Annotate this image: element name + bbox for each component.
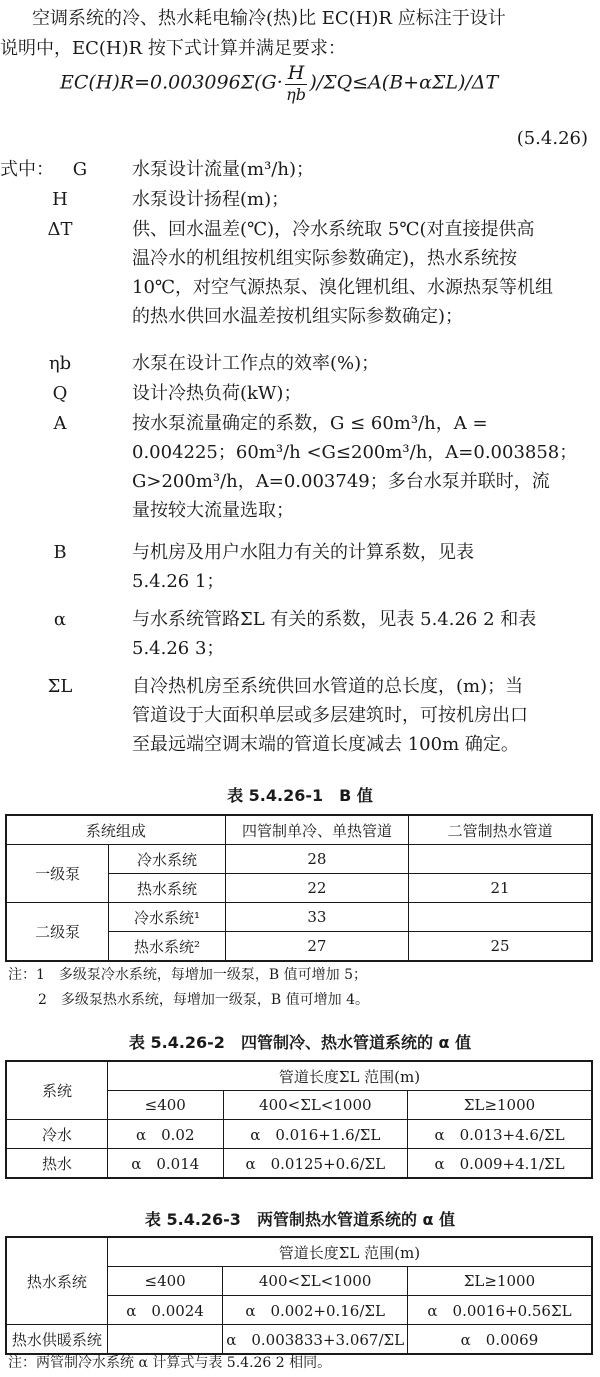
table-alpha-two-pipe (5, 1236, 593, 1355)
definition-text: 设计冷热负荷(kW)； (132, 383, 302, 404)
intro-line-2: 说明中，EC(H)R 按下式计算并满足要求： (0, 38, 346, 59)
table-cell: 热水系统 (109, 874, 226, 903)
definition-text: 与水系统管路ΣL 有关的系数，见表 5.4.26 2 和表 (132, 609, 537, 630)
table1-header-system: 系统组成 (6, 815, 225, 845)
table-cell: 冷水 (6, 1120, 107, 1149)
table-cell (107, 1325, 223, 1355)
table-cell: ΣL≥1000 (408, 1091, 592, 1120)
table2-header-range: 管道长度ΣL 范围(m) (107, 1061, 592, 1091)
table-cell: 热水 (6, 1149, 107, 1179)
table-cell: ≤400 (107, 1267, 223, 1296)
table1-note-1: 注：1 多级泵冷水系统，每增加一级泵，B 值可增加 5； (8, 967, 368, 983)
definition-text: 水泵设计流量(m³/h)； (132, 159, 314, 180)
table-cell: 25 (409, 932, 592, 962)
formula-right: )/ΣQ≤A(B+αΣL)/ΔT (309, 71, 499, 94)
table-cell (409, 903, 592, 932)
definition-symbol: H (52, 189, 68, 210)
definition-text: 水泵设计扬程(m)； (132, 189, 290, 210)
table-cell: 21 (409, 874, 592, 903)
table-cell: α 0.02 (107, 1120, 223, 1149)
definition-item (0, 409, 600, 525)
definition-symbol: B (53, 542, 67, 563)
table-cell: 400<ΣL<1000 (223, 1091, 408, 1120)
table-cell: α 0.0125+0.6/ΣL (223, 1149, 408, 1179)
formula-left: EC(H)R=0.003096Σ(G· (60, 71, 283, 94)
table-cell: 冷水系统¹ (109, 903, 226, 932)
equation-number: (5.4.26) (516, 128, 588, 149)
table2-caption: 表 5.4.26-2 四管制冷、热水管道系统的 α 值 (128, 1033, 472, 1052)
table-cell: α 0.013+4.6/ΣL (408, 1120, 592, 1149)
table3-row-heating-label: 热水供暖系统 (6, 1325, 107, 1355)
table-cell: ≤400 (107, 1091, 223, 1120)
definition-text: 管道设于大面积单层或多层建筑时，可按机房出口 (132, 705, 528, 726)
table-b-values (5, 814, 593, 962)
table1-header-two-pipe: 二管制热水管道 (409, 815, 592, 845)
definition-text: 的热水供回水温差按机组实际参数确定)； (132, 306, 464, 327)
table-cell: 27 (225, 932, 408, 962)
definition-item (0, 349, 600, 378)
definition-item (0, 379, 600, 408)
table-cell: 33 (225, 903, 408, 932)
definition-item (0, 215, 600, 331)
table-cell: α 0.002+0.16/ΣL (223, 1296, 408, 1325)
definition-item (0, 185, 600, 214)
definitions-lead: 式中： (0, 159, 54, 180)
definition-symbol: α (53, 609, 67, 630)
table3-caption: 表 5.4.26-3 两管制热水管道系统的 α 值 (144, 1210, 456, 1229)
definition-symbol: Q (52, 383, 68, 404)
table3-note: 注：两管制冷水系统 α 计算式与表 5.4.26 2 相同。 (8, 1355, 332, 1371)
definition-item (0, 605, 600, 663)
table-cell: α 0.0016+0.56ΣL (407, 1296, 592, 1325)
table2-header-system: 系统 (6, 1061, 107, 1120)
definition-text: 0.004225；60m³/h <G≤200m³/h，A=0.003858； (132, 442, 578, 463)
table-alpha-four-pipe (5, 1060, 593, 1179)
definition-symbol: ηb (48, 353, 72, 374)
definition-text: 5.4.26 1； (132, 571, 225, 592)
definition-text: 水泵在设计工作点的效率(%)； (132, 353, 380, 374)
formula-denominator: ηb (286, 85, 306, 104)
table-cell: α 0.014 (107, 1149, 223, 1179)
table-cell: 400<ΣL<1000 (223, 1267, 408, 1296)
table1-header-four-pipe: 四管制单冷、单热管道 (225, 815, 408, 845)
definition-text: 5.4.26 3； (132, 638, 225, 659)
table1-group-secondary: 二级泵 (6, 903, 109, 962)
table-cell: ΣL≥1000 (407, 1267, 592, 1296)
definition-text: 按水泵流量确定的系数，G ≤ 60m³/h，A = (132, 413, 488, 434)
definition-item (0, 538, 600, 596)
table1-note-2: 2 多级泵热水系统，每增加一级泵，B 值可增加 4。 (38, 992, 370, 1008)
definition-symbol: ΔT (47, 219, 73, 240)
table3-header-range: 管道长度ΣL 范围(m) (107, 1237, 592, 1267)
table-cell: α 0.0069 (407, 1325, 592, 1355)
formula-numerator: H (285, 62, 308, 85)
table-cell: 冷水系统 (109, 845, 226, 874)
definition-text: 自冷热机房至系统供回水管道的总长度，(m)；当 (132, 676, 524, 697)
definition-symbol: G (72, 159, 88, 180)
definition-symbol: ΣL (47, 676, 73, 697)
table-cell: 28 (225, 845, 408, 874)
definition-text: 温冷水的机组按机组实际参数确定)，热水系统按 (132, 248, 518, 269)
intro-line-1: 空调系统的冷、热水耗电输冷(热)比 EC(H)R 应标注于设计 (32, 8, 506, 29)
definition-text: 供、回水温差(℃)，冷水系统取 5℃(对直接提供高 (132, 219, 535, 240)
table1-caption: 表 5.4.26-1 B 值 (227, 786, 373, 805)
definition-text: 至最远端空调末端的管道长度减去 100m 确定。 (132, 734, 519, 755)
definition-item (0, 155, 600, 184)
definition-text: 量按较大流量选取； (132, 500, 294, 521)
definition-text: G>200m³/h，A=0.003749；多台水泵并联时，流 (132, 471, 550, 492)
table-cell: 热水系统² (109, 932, 226, 962)
formula (60, 62, 498, 105)
definition-text: 10℃，对空气源热泵、溴化锂机组、水源热泵等机组 (132, 277, 554, 298)
table-cell: 22 (225, 874, 408, 903)
definition-item (0, 672, 600, 759)
table3-group-hot-water: 热水系统 (6, 1237, 107, 1325)
definition-text: 与机房及用户水阻力有关的计算系数，见表 (132, 542, 474, 563)
table-cell: α 0.016+1.6/ΣL (223, 1120, 408, 1149)
table-cell: α 0.009+4.1/ΣL (408, 1149, 592, 1179)
table-cell (409, 845, 592, 874)
table-cell: α 0.0024 (107, 1296, 223, 1325)
formula-fraction (285, 62, 308, 105)
definition-symbol: A (53, 413, 67, 434)
table-cell: α 0.003833+3.067/ΣL (223, 1325, 408, 1355)
table1-group-primary: 一级泵 (6, 845, 109, 903)
